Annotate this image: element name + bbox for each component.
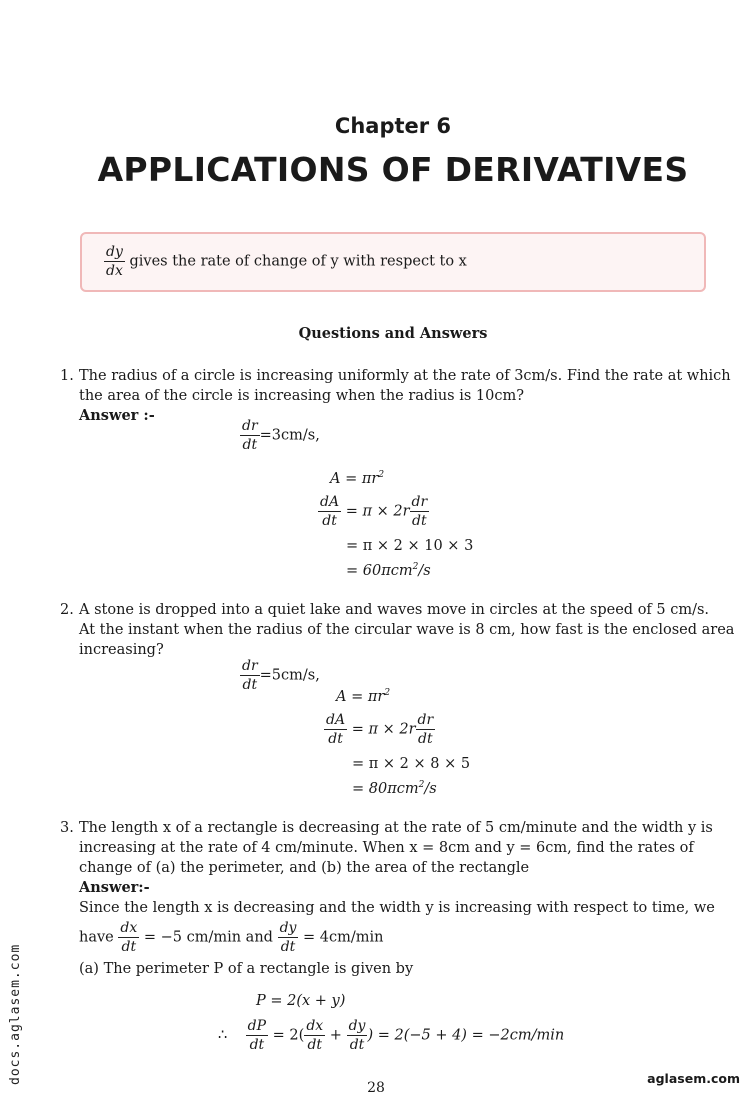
fraction-denominator: dx — [106, 263, 123, 279]
note-box — [80, 232, 706, 292]
question-text: A stone is dropped into a quiet lake and waves move in circles at the speed of 5 cm/s. — [79, 602, 710, 618]
section-title: Questions and Answers — [298, 325, 488, 342]
question-2 — [79, 600, 735, 660]
question-text: At the instant when the radius of the circular wave is 8 cm, how fast is the enclosed area — [79, 622, 735, 638]
note-content — [104, 244, 467, 279]
explanation-text: Since the length x is decreasing and the width y is increasing with respect to time, we — [79, 900, 715, 916]
side-watermark: docs.aglasem.com — [8, 943, 23, 1085]
question-text: increasing at the rate of 4 cm/minute. When x = 8cm and y = 6cm, find the rates of — [79, 840, 694, 856]
question-text: The radius of a circle is increasing uniformly at the rate of 3cm/s. Find the rate at which — [79, 368, 731, 384]
equation-perimeter-derivative: ∴ $\frac{dP}{dt}$ = 2( $\frac{dx}{dt}$ + $\frac{dy}{dt}$ ) = 2(−5 + 4) = −2cm/min — [218, 1018, 565, 1053]
question-number: 3. — [60, 820, 74, 836]
answer-label: Answer:- — [79, 879, 150, 896]
note-text: gives the rate of change of y with respect to x — [129, 253, 467, 270]
equation-derivative: $\frac{dA}{dt}$ = π × 2r $\frac{dr}{dt}$ — [326, 712, 434, 747]
part-a-text: (a) The perimeter P of a rectangle is given by — [79, 961, 414, 977]
question-text: The length x of a rectangle is decreasing at the rate of 5 cm/minute and the width y is — [79, 820, 713, 836]
given-rate: $\frac{dr}{dt}$ =5cm/s, — [242, 658, 320, 693]
question-3 — [79, 818, 715, 918]
answer-label: Answer :- — [79, 407, 155, 424]
equation-result: = 60πcm$^2$/s — [346, 562, 431, 579]
note-fraction — [104, 244, 125, 279]
question-number: 2. — [60, 602, 74, 618]
equation-result: = 80πcm$^2$/s — [352, 780, 437, 797]
question-1 — [79, 366, 731, 426]
equation-area: $A = \pi r^2$ — [336, 688, 391, 705]
equation-area: $A = \pi r^2$ — [330, 470, 385, 487]
question-text: the area of the circle is increasing when the radius is 10cm? — [79, 388, 525, 404]
equation-step: = π × 2 × 10 × 3 — [346, 538, 474, 554]
equation-perimeter: P = 2(x + y) — [256, 993, 346, 1009]
given-rate: $\frac{dr}{dt}$ =3cm/s, — [242, 418, 320, 453]
given-rates-line: have $\frac{dx}{dt}$ = −5 cm/min and $\frac{dy}{dt}$ = 4cm/min — [79, 920, 384, 955]
question-text: change of (a) the perimeter, and (b) the area of the rectangle — [79, 860, 530, 876]
fraction-numerator: dy — [106, 244, 123, 260]
brand-footer: aglasem.com — [647, 1071, 740, 1086]
page-number: 28 — [367, 1080, 385, 1096]
equation-derivative: $\frac{dA}{dt}$ = π × 2r $\frac{dr}{dt}$ — [320, 494, 428, 529]
chapter-title: APPLICATIONS OF DERIVATIVES — [97, 150, 689, 189]
equation-step: = π × 2 × 8 × 5 — [352, 756, 471, 772]
question-text: increasing? — [79, 642, 164, 658]
question-number: 1. — [60, 368, 74, 384]
chapter-label: Chapter 6 — [334, 114, 452, 138]
